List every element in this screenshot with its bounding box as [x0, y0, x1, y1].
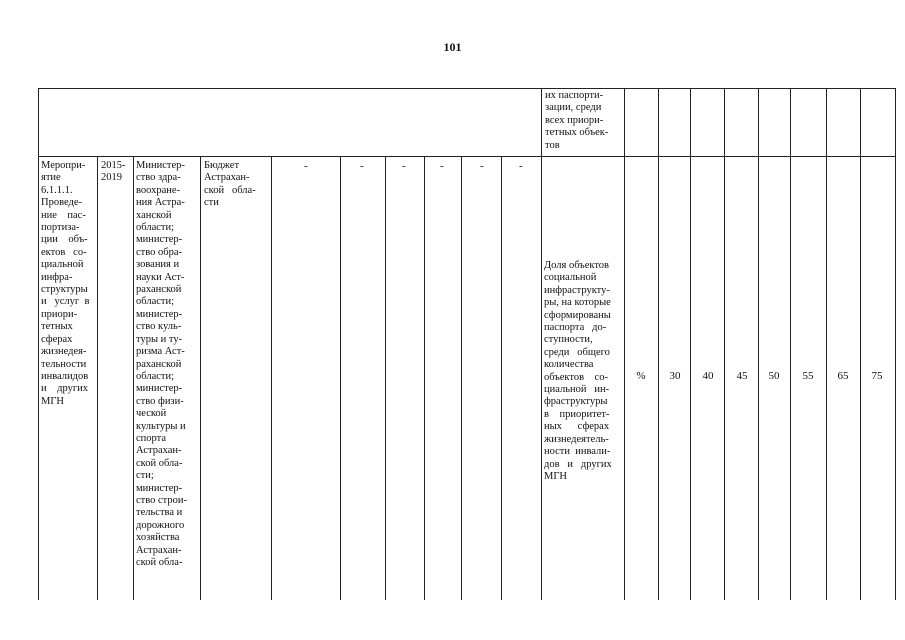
- period-cell: 2015- 2019: [101, 160, 126, 184]
- column-divider: [97, 156, 98, 600]
- row-divider: [38, 156, 896, 157]
- funding-dash: -: [360, 160, 364, 172]
- indicator-cell: Доля объектов социальной инфраструкту- ры, на которые сформированы паспорта до- ступности, среди общего количества объектов со- циальной ин- фраструктуры в приоритет- ных сферах жизнедеятель- ности инвали- дов и других МГН: [544, 260, 612, 482]
- funding-source-cell: Бюджет Астрахан- ской обла- сти: [204, 160, 256, 209]
- column-divider: [133, 156, 134, 600]
- column-divider: [624, 88, 625, 600]
- funding-dash: -: [440, 160, 444, 172]
- column-divider: [340, 156, 341, 600]
- column-divider: [826, 88, 827, 600]
- column-divider: [758, 88, 759, 600]
- funding-dash: -: [480, 160, 484, 172]
- table-right-border: [895, 88, 896, 600]
- unit-cell: %: [636, 370, 646, 382]
- funding-dash: -: [304, 160, 308, 172]
- program-table: [38, 88, 896, 600]
- target-value: 40: [702, 370, 714, 382]
- column-divider: [541, 88, 542, 600]
- column-divider: [200, 156, 201, 600]
- table-top-border: [38, 88, 896, 89]
- column-divider: [501, 156, 502, 600]
- column-divider: [724, 88, 725, 600]
- target-value: 30: [669, 370, 681, 382]
- executors-cell: Министер- ство здра- воохране- ния Астра- ханской области; министер- ство обра- зования и науки Аст- раханской области; министер- ство куль- туры и ту- ризма Аст- раханской области; министер- ство физи- ческой культуры и спорта Астрахан- ской обла- сти; министер- ство строи- тельства и дорожного хозяйства Астрахан- ской обла-: [136, 160, 188, 568]
- page-number: 101: [443, 40, 462, 54]
- indicator-header-continuation: их паспорти- зации, среди всех приори- тетных объек- тов: [545, 90, 609, 151]
- column-divider: [790, 88, 791, 600]
- target-value: 65: [837, 370, 849, 382]
- activity-cell: Меропри- ятие 6.1.1.1. Проведе- ние пас- портиза- ции объ- ектов со- циальной инфра- структуры и услуг в приори- тетных сферах жизнедея- тельности инвалидов и других МГН: [41, 160, 90, 407]
- target-value: 55: [802, 370, 814, 382]
- column-divider: [271, 156, 272, 600]
- target-value: 75: [871, 370, 883, 382]
- column-divider: [690, 88, 691, 600]
- column-divider: [860, 88, 861, 600]
- column-divider: [424, 156, 425, 600]
- target-value: 45: [736, 370, 748, 382]
- funding-dash: -: [402, 160, 406, 172]
- table-left-border: [38, 88, 39, 600]
- column-divider: [461, 156, 462, 600]
- target-value: 50: [768, 370, 780, 382]
- column-divider: [658, 88, 659, 600]
- column-divider: [385, 156, 386, 600]
- funding-dash: -: [519, 160, 523, 172]
